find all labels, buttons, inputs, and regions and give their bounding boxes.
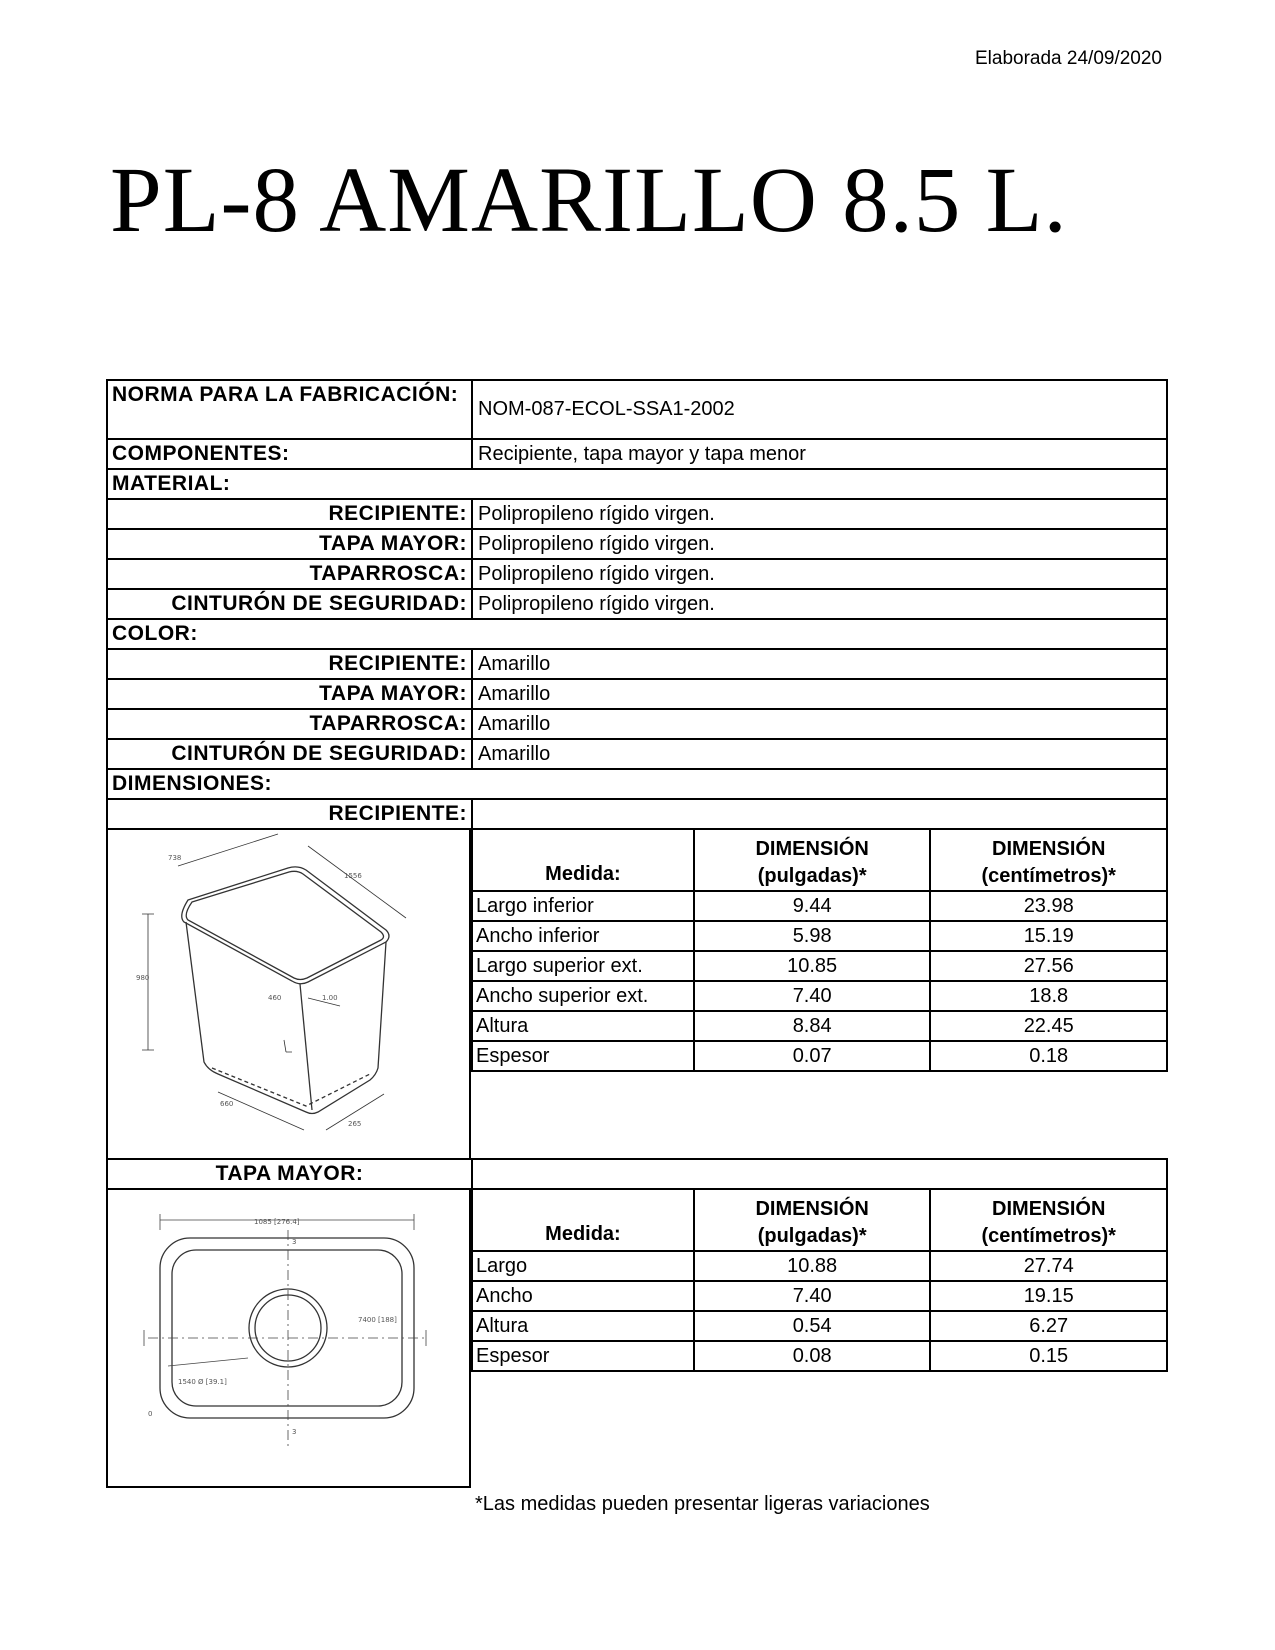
table-row — [472, 1251, 1167, 1281]
centimetros-header: DIMENSIÓN (centímetros)* — [930, 829, 1167, 891]
medida-header: Medida: — [472, 829, 694, 891]
measure-value-cell: 0.08 — [694, 1341, 931, 1371]
medida-header: Medida: — [472, 1189, 694, 1251]
measure-value-cell: 7.40 — [694, 1281, 931, 1311]
componentes-label: COMPONENTES: — [108, 440, 473, 468]
tapa-dimensions-table — [471, 1188, 1168, 1372]
measure-value-cell: 23.98 — [930, 891, 1167, 921]
row-color-cinturon — [106, 738, 1168, 770]
color-item-label: RECIPIENTE: — [108, 650, 473, 678]
measure-value-cell: 0.54 — [694, 1311, 931, 1341]
norma-value: NOM-087-ECOL-SSA1-2002 — [478, 398, 735, 420]
row-material-recipiente — [106, 498, 1168, 530]
recipiente-dimensions-table — [471, 828, 1168, 1072]
table-header-row — [472, 1189, 1167, 1251]
row-color-heading — [106, 618, 1168, 650]
row-recipiente-heading — [106, 798, 1168, 830]
table-row — [472, 1311, 1167, 1341]
measure-value-cell: 0.07 — [694, 1041, 931, 1071]
measure-value-cell: 5.98 — [694, 921, 931, 951]
measure-name-cell: Espesor — [472, 1041, 694, 1071]
svg-text:980: 980 — [136, 974, 150, 982]
row-norma — [106, 379, 1168, 440]
table-row — [472, 891, 1167, 921]
measure-value-cell: 10.85 — [694, 951, 931, 981]
tapa-drawing — [106, 1188, 471, 1488]
measure-value-cell: 0.15 — [930, 1341, 1167, 1371]
color-item-label: TAPARROSCA: — [108, 710, 473, 738]
material-item-label: TAPARROSCA: — [108, 560, 473, 588]
table-row — [472, 981, 1167, 1011]
table-row — [472, 1341, 1167, 1371]
svg-text:7400 [188]: 7400 [188] — [358, 1316, 397, 1324]
table-row — [472, 1281, 1167, 1311]
color-item-value: Amarillo — [478, 682, 551, 705]
measure-value-cell: 8.84 — [694, 1011, 931, 1041]
pulgadas-header: DIMENSIÓN (pulgadas)* — [694, 1189, 931, 1251]
material-item-value: Polipropileno rígido virgen. — [478, 502, 715, 525]
material-heading: MATERIAL: — [112, 472, 231, 495]
table-row — [472, 921, 1167, 951]
recipiente-heading: RECIPIENTE: — [108, 800, 473, 828]
color-item-value: Amarillo — [478, 712, 551, 735]
svg-text:660: 660 — [220, 1100, 234, 1108]
norma-label: NORMA PARA LA FABRICACIÓN: — [108, 381, 473, 438]
tapa-heading: TAPA MAYOR: — [108, 1160, 473, 1188]
table-row — [472, 1041, 1167, 1071]
color-item-label: TAPA MAYOR: — [108, 680, 473, 708]
svg-text:0: 0 — [148, 1410, 153, 1418]
document-title: PL-8 AMARILLO 8.5 L. — [110, 149, 1068, 252]
svg-text:1540 Ø [39.1]: 1540 Ø [39.1] — [178, 1378, 227, 1386]
svg-text:3: 3 — [292, 1428, 297, 1436]
measure-value-cell: 18.8 — [930, 981, 1167, 1011]
centimetros-header: DIMENSIÓN (centímetros)* — [930, 1189, 1167, 1251]
row-material-cinturon — [106, 588, 1168, 620]
material-item-label: TAPA MAYOR: — [108, 530, 473, 558]
measure-value-cell: 27.56 — [930, 951, 1167, 981]
svg-text:1.00: 1.00 — [322, 994, 338, 1002]
recipiente-drawing — [106, 828, 471, 1160]
measure-name-cell: Ancho — [472, 1281, 694, 1311]
measure-value-cell: 19.15 — [930, 1281, 1167, 1311]
row-material-tapa-mayor — [106, 528, 1168, 560]
row-color-recipiente — [106, 648, 1168, 680]
row-material-taparrosca — [106, 558, 1168, 590]
measure-name-cell: Ancho superior ext. — [472, 981, 694, 1011]
measure-value-cell: 22.45 — [930, 1011, 1167, 1041]
measure-value-cell: 7.40 — [694, 981, 931, 1011]
svg-text:3: 3 — [292, 1238, 297, 1246]
row-material-heading — [106, 468, 1168, 500]
svg-text:460: 460 — [268, 994, 282, 1002]
measure-name-cell: Ancho inferior — [472, 921, 694, 951]
measure-name-cell: Largo inferior — [472, 891, 694, 921]
svg-text:1085 [276.4]: 1085 [276.4] — [254, 1218, 300, 1226]
svg-text:265: 265 — [348, 1120, 362, 1128]
componentes-value: Recipiente, tapa mayor y tapa menor — [478, 442, 806, 465]
material-item-label: CINTURÓN DE SEGURIDAD: — [108, 590, 473, 618]
row-componentes — [106, 438, 1168, 470]
material-item-label: RECIPIENTE: — [108, 500, 473, 528]
measure-value-cell: 10.88 — [694, 1251, 931, 1281]
measure-name-cell: Largo — [472, 1251, 694, 1281]
table-header-row — [472, 829, 1167, 891]
row-color-tapa-mayor — [106, 678, 1168, 710]
measure-value-cell: 6.27 — [930, 1311, 1167, 1341]
color-item-label: CINTURÓN DE SEGURIDAD: — [108, 740, 473, 768]
material-item-value: Polipropileno rígido virgen. — [478, 532, 715, 555]
row-tapa-heading — [106, 1158, 1168, 1190]
svg-text:738: 738 — [168, 854, 182, 862]
measure-name-cell: Espesor — [472, 1341, 694, 1371]
measure-value-cell: 27.74 — [930, 1251, 1167, 1281]
row-color-taparrosca — [106, 708, 1168, 740]
color-item-value: Amarillo — [478, 742, 551, 765]
material-item-value: Polipropileno rígido virgen. — [478, 562, 715, 585]
row-dimensiones-heading — [106, 768, 1168, 800]
measure-name-cell: Altura — [472, 1011, 694, 1041]
table-row — [472, 1011, 1167, 1041]
date-label: Elaborada 24/09/2020 — [975, 48, 1162, 69]
measure-name-cell: Largo superior ext. — [472, 951, 694, 981]
footnote: *Las medidas pueden presentar ligeras variaciones — [475, 1493, 930, 1515]
svg-text:1556: 1556 — [344, 872, 362, 880]
measure-value-cell: 0.18 — [930, 1041, 1167, 1071]
color-heading: COLOR: — [112, 622, 198, 645]
measure-name-cell: Altura — [472, 1311, 694, 1341]
measure-value-cell: 15.19 — [930, 921, 1167, 951]
material-item-value: Polipropileno rígido virgen. — [478, 592, 715, 615]
dimensiones-heading: DIMENSIONES: — [112, 772, 273, 795]
table-row — [472, 951, 1167, 981]
measure-value-cell: 9.44 — [694, 891, 931, 921]
color-item-value: Amarillo — [478, 652, 551, 675]
pulgadas-header: DIMENSIÓN (pulgadas)* — [694, 829, 931, 891]
